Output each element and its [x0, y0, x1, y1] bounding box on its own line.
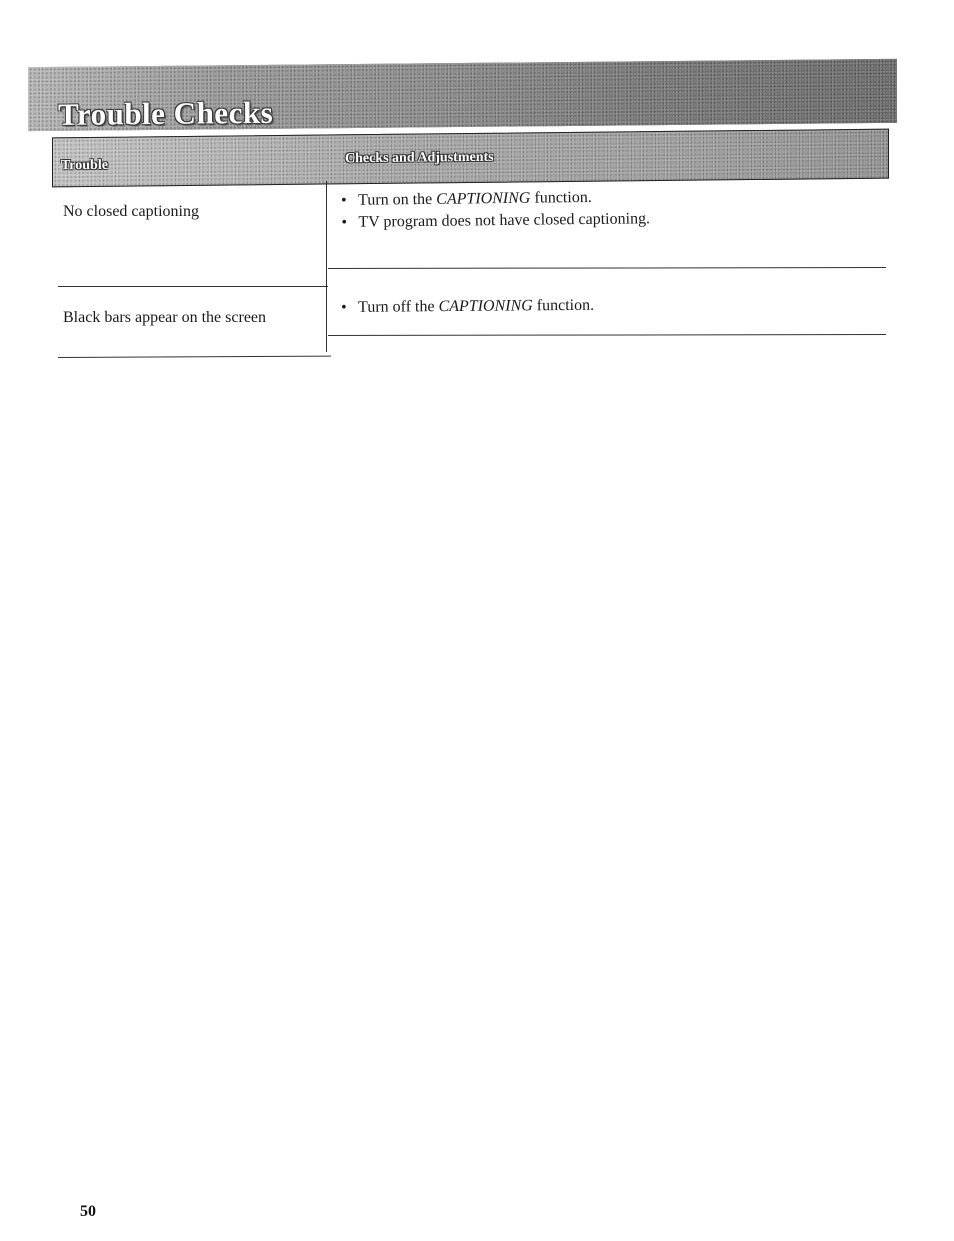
page-number: 50: [80, 1203, 96, 1220]
column-divider: [326, 181, 327, 352]
check-text: TV program does not have closed captioning.: [358, 210, 651, 231]
list-item: [340, 295, 594, 319]
check-text: Turn off the: [358, 298, 439, 316]
check-emphasis: CAPTIONING: [438, 297, 533, 316]
check-emphasis: CAPTIONING: [436, 189, 531, 208]
list-item: [340, 208, 650, 234]
column-header-trouble: Trouble: [61, 157, 108, 174]
page-title: Trouble Checks: [58, 94, 274, 132]
check-text: Turn on the: [358, 190, 437, 209]
row-divider: [58, 286, 328, 287]
checks-list: [340, 295, 594, 319]
checks-list: [340, 186, 650, 234]
title-banner: [28, 59, 897, 131]
table-row-trouble: Black bars appear on the screen: [63, 309, 267, 326]
table-header: [52, 129, 889, 188]
row-divider: [328, 334, 886, 336]
row-divider: [328, 267, 886, 269]
row-divider: [58, 356, 331, 358]
check-text: function.: [530, 188, 592, 207]
check-text: function.: [532, 296, 595, 315]
column-header-checks: Checks and Adjustments: [345, 149, 494, 167]
table-row-trouble: No closed captioning: [63, 203, 199, 220]
